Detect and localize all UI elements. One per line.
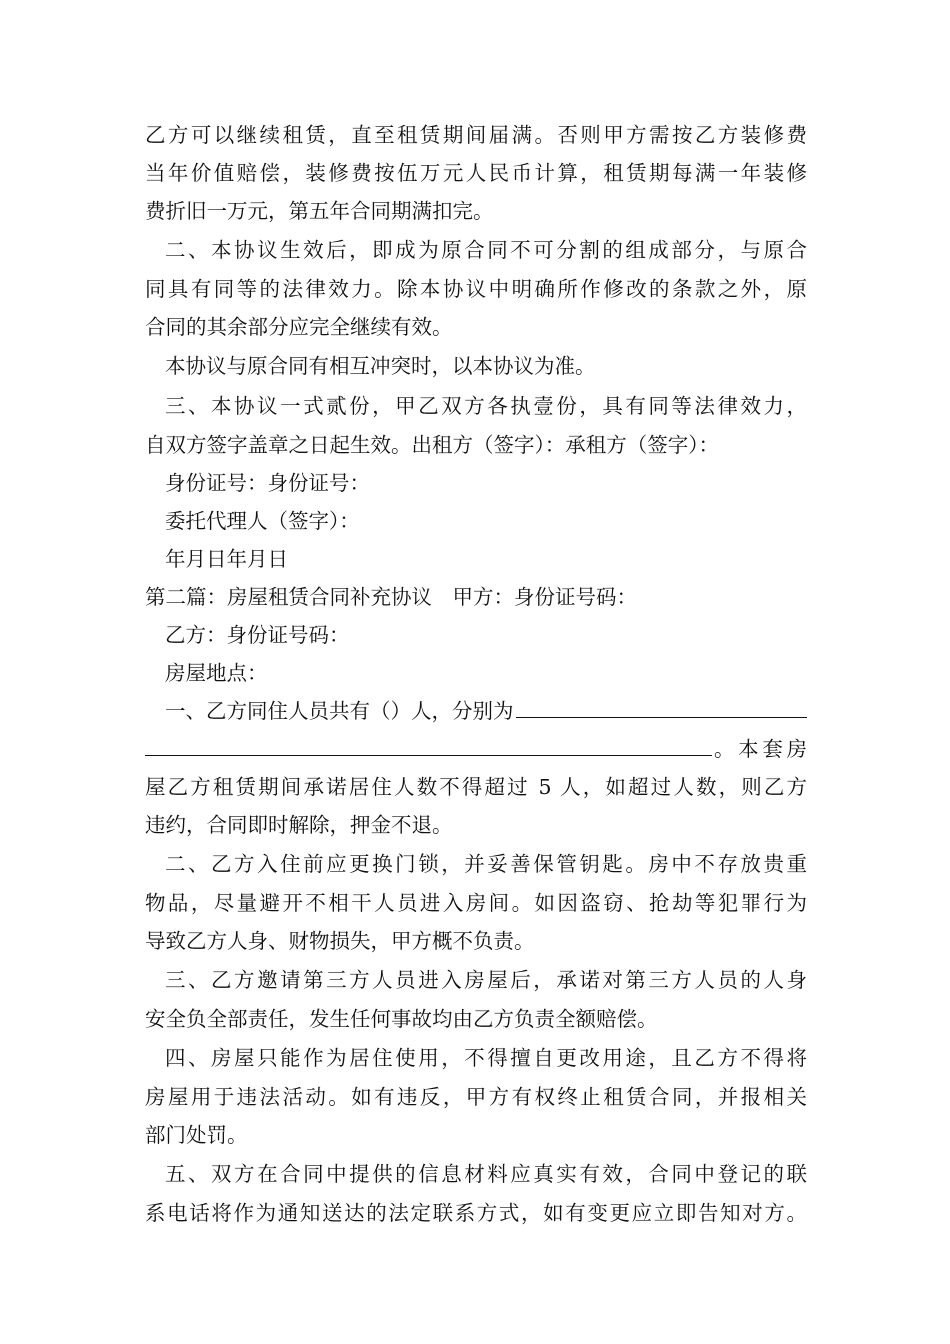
paragraph-line: 乙方：身份证号码： [165,623,350,647]
paragraph-line: 合同的其余部分应完全继续有效。 [145,315,453,339]
paragraph-line: 自双方签字盖章之日起生效。出租方（签字）：承租方（签字）： [145,433,719,457]
paragraph-line: 五、双方在合同中提供的信息材料应真实有效，合同中登记的联 [165,1162,807,1186]
paragraph-line: 四、房屋只能作为居住使用，不得擅自更改用途，且乙方不得将 [165,1046,807,1070]
paragraph-line: 屋乙方租赁期间承诺居住人数不得超过 5 人，如超过人数，则乙方 [145,775,807,799]
paragraph-line: 当年价值赔偿，装修费按伍万元人民币计算，租赁期每满一年装修 [145,161,807,185]
paragraph-line: 房屋用于违法活动。如有违反，甲方有权终止租赁合同，并报相关 [145,1085,807,1109]
paragraph-line: 房屋地点： [165,661,268,685]
paragraph-line: 二、乙方入住前应更换门锁，并妥善保管钥匙。房中不存放贵重 [165,852,807,876]
document-page [145,116,807,1232]
clause-text: 一、乙方同住人员共有（）人，分别为 [165,699,514,723]
paragraph-line: 身份证号：身份证号： [165,471,370,495]
paragraph-line: 安全负全部责任，发生任何事故均由乙方负责全额赔偿。 [145,1007,658,1031]
paragraph-line: 同具有同等的法律效力。除本协议中明确所作修改的条款之外，原 [145,277,807,301]
paragraph-line: 乙方可以继续租赁，直至租赁期间届满。否则甲方需按乙方装修费 [145,123,807,147]
paragraph-line: 本协议与原合同有相互冲突时，以本协议为准。 [165,354,596,378]
clause-text: 。本套房 [714,737,807,761]
paragraph-line: 物品，尽量避开不相干人员进入房间。如因盗窃、抢劫等犯罪行为 [145,891,807,915]
paragraph-line: 年月日年月日 [165,547,288,571]
paragraph-line: 费折旧一万元，第五年合同期满扣完。 [145,199,494,223]
paragraph-line: 部门处罚。 [145,1123,248,1147]
fill-in-blank[interactable] [145,731,712,756]
paragraph-line: 系电话将作为通知送达的法定联系方式，如有变更应立即告知对方。 [145,1201,807,1225]
paragraph-line: 三、本协议一式贰份，甲乙双方各执壹份，具有同等法律效力， [165,394,807,418]
fill-in-blank[interactable] [516,693,808,718]
paragraph-line: 导致乙方人身、财物损失，甲方概不负责。 [145,929,535,953]
paragraph-line: 二、本协议生效后，即成为原合同不可分割的组成部分，与原合 [165,238,807,262]
paragraph-line: 委托代理人（签字）： [165,509,360,533]
section-heading: 第二篇：房屋租赁合同补充协议 甲方：身份证号码： [145,585,637,609]
paragraph-line: 违约，合同即时解除，押金不退。 [145,813,453,837]
paragraph-line: 三、乙方邀请第三方人员进入房屋后，承诺对第三方人员的人身 [165,968,807,992]
paragraph-line [145,730,807,768]
paragraph-line [145,692,807,730]
